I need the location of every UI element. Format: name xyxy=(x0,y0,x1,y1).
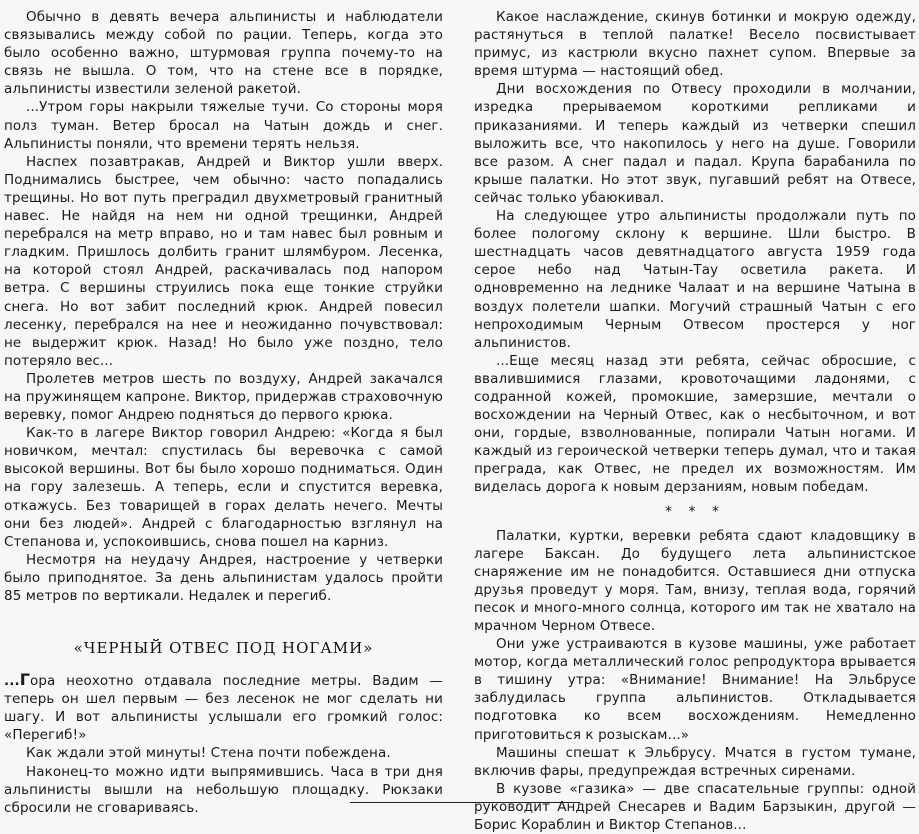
paragraph: На следующее утро альпинисты продолжали путь по более пологому склону к вершине. Шли быстро. В шестнадцать часов девятнадцатого августа 1959 года серое небо над Чатын-Тау осветила ракета. И одновременно на леднике Чалаат и на вершине Чатына в воздух полетели шапки. Могучий страшный Чатын с его непроходимым Черным Отвесом простерся у ног альпинистов. xyxy=(474,208,916,351)
paragraph: Несмотря на неудачу Андрея, настроение у четверки было приподнятое. За день альпинистам удалось пройти 85 метров по вертикали. Недалек и перегиб. xyxy=(4,551,443,604)
section-separator: * * * xyxy=(665,503,725,520)
lead-paragraph xyxy=(4,671,443,744)
paragraph: Какое наслаждение, скинув ботинки и мокрую одежду, растянуться в теплой палатке! Весело посвистывает примус, из кастрюли вкусно пахнет супом. Впервые за время штурма — настоящий обед. xyxy=(474,9,916,80)
paragraph: ...Еще месяц назад эти ребята, сейчас обросшие, с ввалившимися глазами, кровоточащими ладонями, с содранной кожей, промокшие, замерзшие, мечтали о восхождении на Черный Отвес, как о несбыточном, и вот они, гордые, взволнованные, попирали Чатын ногами. И каждый из героической четверки теперь думал, что и такая преграда, как Отвес, не предел их возможностям. Им виделась дорога к новым дерзаниям, новым победам. xyxy=(474,352,916,496)
paragraph: Обычно в девять вечера альпинисты и наблюдатели связывались между собой по рации. Теперь, когда это было особенно важно, штурмовая группа почему-то на связь не вышла. О том, что на стене все в порядке, альпинисты известили зеленой ракетой. xyxy=(4,9,443,98)
left-column xyxy=(4,8,443,817)
right-column xyxy=(474,8,916,834)
bottom-rule xyxy=(350,802,580,803)
paragraph: Пролетев метров шесть по воздуху, Андрей закачался на пружинящем капроне. Виктор, придержав страховочную веревку, помог Андрею подняться до первого крюка. xyxy=(4,370,443,424)
lead-text: ора неохотно отдавала последние метры. Вадим — теперь он шел первым — без лесенок не мог сделать ни шагу. И вот альпинисты услышали его громкий голос: «Перегиб!» xyxy=(4,673,443,744)
paragraph: Машины спешат к Эльбрусу. Мчатся в густом тумане, включив фары, предупреждая встречных сиренами. xyxy=(474,744,916,779)
paragraph: Они уже устраиваются в кузове машины, уже работает мотор, когда металлический голос репродуктора врывается в тишину утра: «Внимание! Внимание! На Эльбрусе заблудилась группа альпинистов. Откладывается подготовка ко всем восхождениям. Немедленно приготовиться к розыскам...» xyxy=(474,636,916,743)
paragraph: ...Утром горы накрыли тяжелые тучи. Со стороны моря полз туман. Ветер бросал на Чатын дождь и снег. Альпинисты поняли, что времени терять нельзя. xyxy=(4,99,443,152)
lead-ellipsis: ... xyxy=(4,673,20,690)
lead-initial: Г xyxy=(19,670,30,690)
paragraph: Наспех позавтракав, Андрей и Виктор ушли вверх. Поднимались быстрее, чем обычно: часто попадались трещины. Но вот путь преградил двухметровый гранитный навес. Не найдя на нем ни одной трещинки, Андрей перебрался на метр вправо, но и там навес был ровным и гладким. Пришлось долбить гранит шлямбуром. Лесенка, на которой стоял Андрей, раскачивалась под напором ветра. С вершины струились пока еще тонкие струйки снега. Но вот забит последний крюк. Андрей повесил лесенку, перебрался на нее и неожиданно почувствовал: не выдержит крюк. Назад! Но было уже поздно, тело потеряло вес... xyxy=(4,153,443,369)
paragraph: Дни восхождения по Отвесу проходили в молчании, изредка прерываемом короткими репликами и приказаниями. И теперь каждый из четверки спешил выложить все, что накопилось у него на душе. Говорили все разом. А снег падал и падал. Крупа барабанила по крыше палатки. Но этот звук, пугавший ребят на Отвесе, сейчас только убаюкивал. xyxy=(474,81,916,206)
paragraph: Палатки, куртки, веревки ребята сдают кладовщику в лагере Баксан. До будущего лета альпинистское снаряжение им не понадобится. Оставшиеся дни отпуска друзья проведут у моря. Там, внизу, теплая вода, горячий песок и много-много солнца, которого им так не хватало на мрачном Черном Отвесе. xyxy=(474,527,916,634)
section-heading: «ЧЕРНЫЙ ОТВЕС ПОД НОГАМИ» xyxy=(73,639,374,658)
paragraph: В кузове «газика» — две спасательные группы: одной руководит Андрей Снесарев и Вадим Барзыкин, другой — Борис Кораблин и Виктор Степанов... xyxy=(474,780,916,834)
paragraph: Как ждали этой минуты! Стена почти побеждена. xyxy=(26,745,391,762)
paragraph: Наконец-то можно идти выпрямившись. Часа в три дня альпинисты вышли на небольшую площадку. Рюкзаки сбросили не сговариваясь. xyxy=(4,763,443,816)
paragraph: Как-то в лагере Виктор говорил Андрею: «Когда я был новичком, мечтал: спустилась бы веревочка с самой высокой вершины. Вот бы было хорошо подниматься. Один на гору залезешь. А теперь, если и спустится веревка, откажусь. Без товарищей в горах делать нечего. Мечты они без людей». Андрей с благодарностью взглянул на Степанова и, успокоившись, снова пошел на карниз. xyxy=(4,425,443,550)
